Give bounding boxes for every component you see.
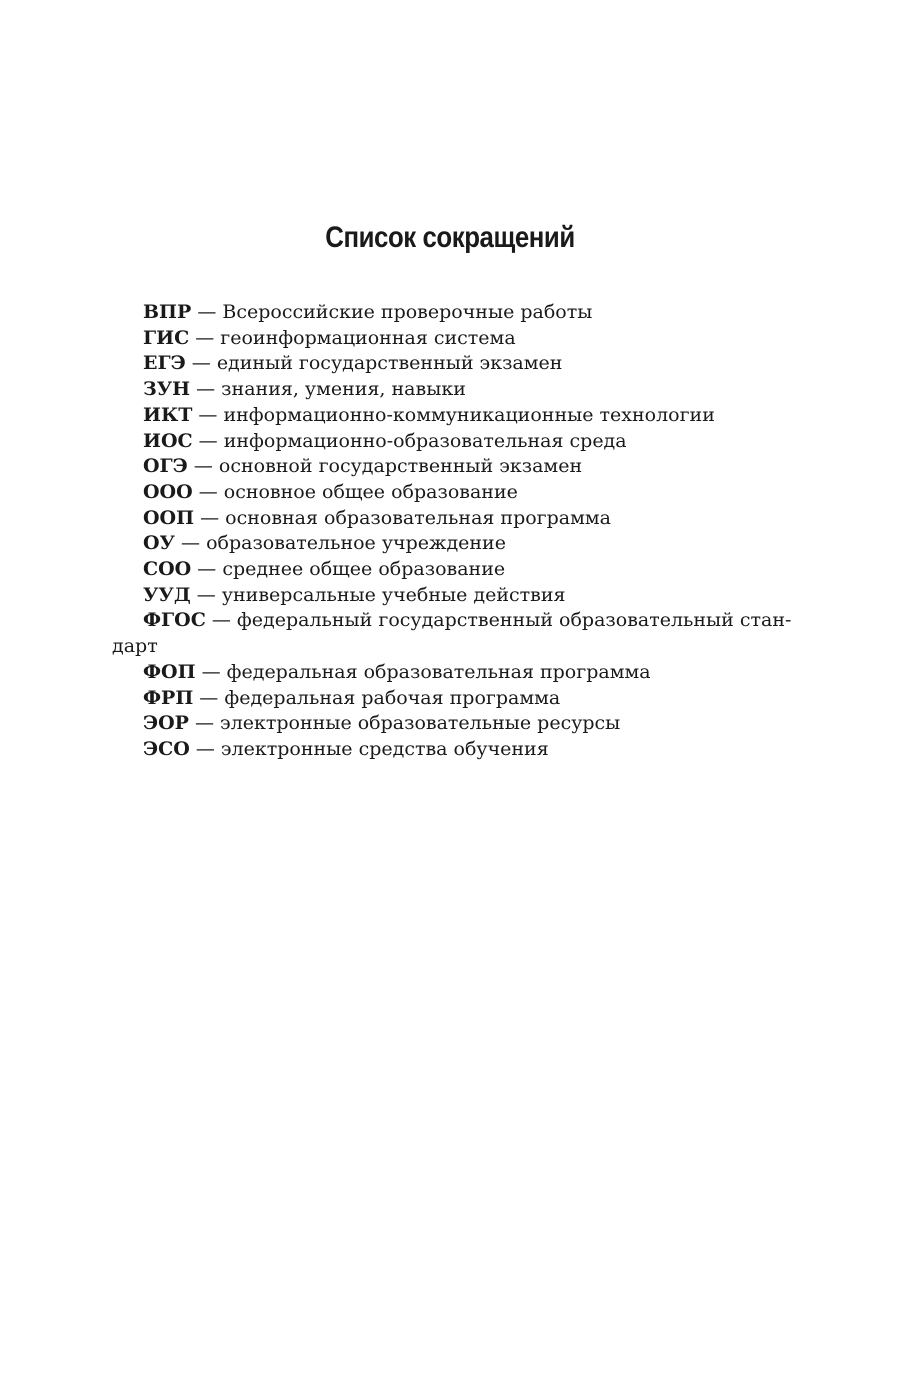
- abbr-definition: геоинформационная система: [220, 326, 516, 349]
- abbr-definition: универсальные учебные действия: [221, 583, 566, 606]
- list-item: [112, 351, 792, 377]
- abbr-definition: электронные образовательные ресурсы: [220, 712, 621, 735]
- list-item: [112, 454, 792, 480]
- abbr-term: ОУ: [143, 532, 175, 555]
- abbr-definition: единый государственный экзамен: [216, 352, 563, 375]
- abbr-definition: электронные средства обучения: [220, 737, 549, 760]
- list-item: [112, 531, 792, 557]
- abbreviation-list: [112, 300, 792, 763]
- abbr-term: ФГОС: [143, 609, 206, 632]
- abbr-definition: основной государственный экзамен: [218, 455, 583, 478]
- abbr-definition: информационно-коммуникационные технологии: [223, 403, 715, 426]
- abbr-term: ОГЭ: [143, 455, 188, 478]
- abbr-definition: федеральная образовательная программа: [226, 660, 651, 683]
- dash: —: [193, 686, 225, 709]
- list-item: [112, 300, 792, 326]
- list-item: [112, 326, 792, 352]
- abbr-term: ФРП: [143, 686, 194, 709]
- abbr-term: ИКТ: [143, 403, 193, 426]
- list-item: [112, 403, 792, 429]
- abbr-term: ЕГЭ: [143, 352, 186, 375]
- abbr-definition: Всероссийские проверочные работы: [222, 301, 593, 323]
- dash: —: [191, 301, 223, 323]
- dash: —: [205, 609, 237, 632]
- dash: —: [190, 378, 222, 401]
- abbr-term: ГИС: [143, 326, 190, 349]
- list-item: [112, 377, 792, 403]
- abbr-term: СОО: [143, 558, 192, 581]
- list-item: [112, 686, 792, 712]
- abbr-term: ФОП: [143, 660, 196, 683]
- abbr-term: ВПР: [143, 301, 192, 323]
- abbr-term: ИОС: [143, 429, 193, 452]
- dash: —: [190, 583, 222, 606]
- list-item: [112, 429, 792, 455]
- dash: —: [189, 326, 221, 349]
- abbr-definition: основная образовательная программа: [225, 506, 612, 529]
- dash: —: [188, 712, 221, 735]
- abbr-term: ООП: [143, 506, 195, 529]
- list-item: [112, 480, 792, 506]
- list-item: [112, 583, 792, 609]
- dash: —: [195, 660, 227, 683]
- dash: —: [192, 403, 224, 426]
- dash: —: [185, 352, 217, 375]
- abbr-definition: федеральный государственный образовательный стан-: [236, 609, 792, 632]
- abbr-term: УУД: [143, 583, 191, 606]
- abbr-definition: основное общее образование: [223, 480, 518, 503]
- abbr-term: ЗУН: [143, 378, 191, 401]
- dash: —: [192, 429, 224, 452]
- list-item: [112, 608, 792, 659]
- page-title: Список сокращений: [325, 221, 575, 254]
- list-item: [112, 711, 792, 737]
- dash: —: [192, 480, 224, 503]
- abbr-term: ООО: [143, 480, 193, 503]
- list-item: [112, 557, 792, 583]
- abbr-term: ЭСО: [143, 737, 190, 760]
- dash: —: [174, 532, 207, 555]
- list-item: [112, 660, 792, 686]
- abbr-definition-continuation: дарт: [112, 635, 158, 658]
- dash: —: [194, 506, 226, 529]
- dash: —: [191, 558, 223, 581]
- list-item: [112, 737, 792, 763]
- abbr-term: ЭОР: [143, 712, 189, 735]
- dash: —: [187, 455, 219, 478]
- dash: —: [189, 737, 221, 760]
- abbr-definition: образовательное учреждение: [206, 532, 506, 555]
- list-item: [112, 506, 792, 532]
- abbr-definition: среднее общее образование: [222, 558, 506, 581]
- abbr-definition: знания, умения, навыки: [221, 378, 466, 401]
- abbr-definition: информационно-образовательная среда: [223, 429, 627, 452]
- abbr-definition: федеральная рабочая программа: [224, 686, 561, 709]
